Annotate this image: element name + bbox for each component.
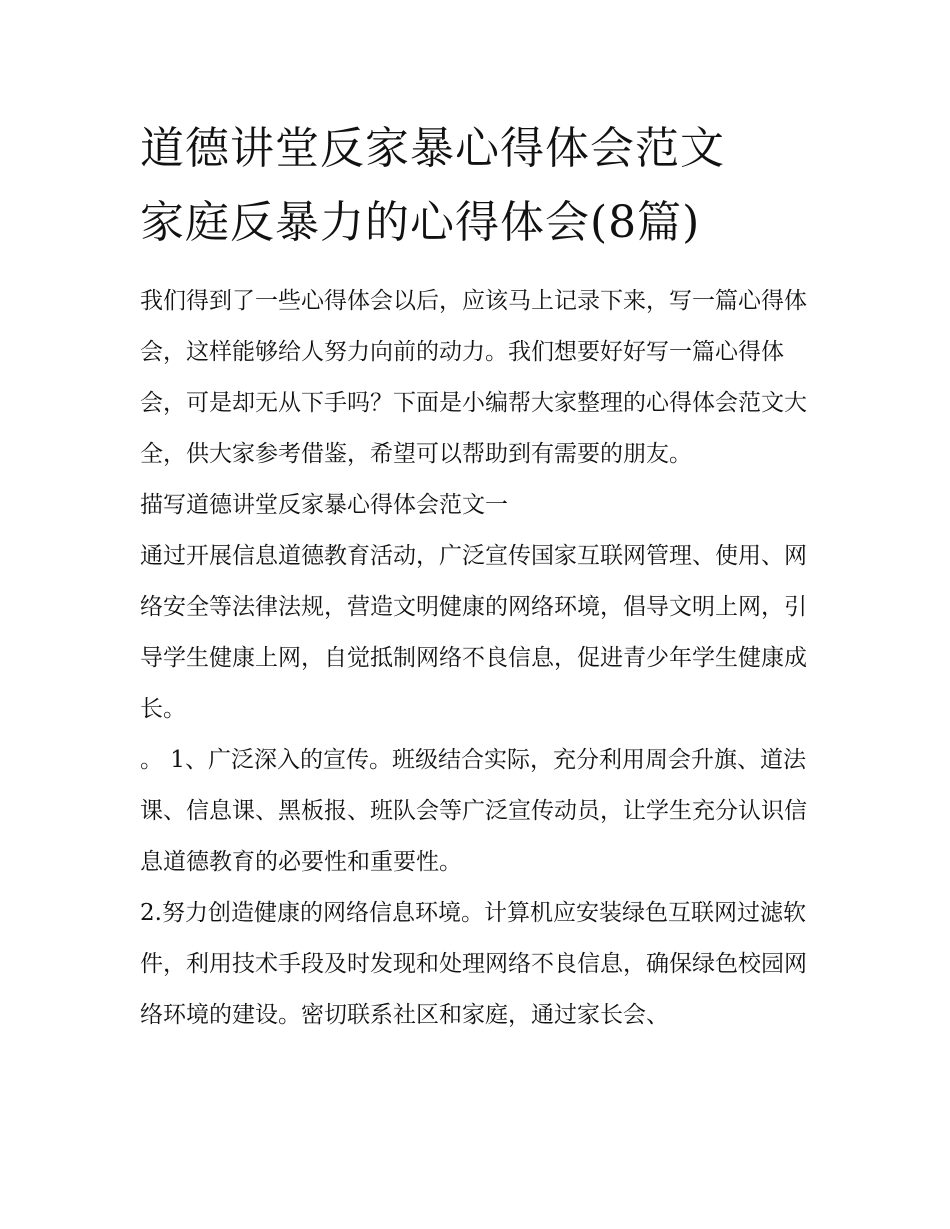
- list-item-1: 。 1、广泛深入的宣传。班级结合实际，充分利用周会升旗、道法课、信息课、黑板报、班队会等广泛宣传动员，让学生充分认识信息道德教育的必要性和重要性。: [140, 747, 807, 875]
- body-paragraph: 通过开展信息道德教育活动，广泛宣传国家互联网管理、使用、网络安全等法律法规，营造文明健康的网络环境，倡导文明上网，引导学生健康上网，自觉抵制网络不良信息，促进青少年学生健康成长。: [140, 543, 807, 722]
- document-body: [140, 276, 820, 1041]
- intro-paragraph: 我们得到了一些心得体会以后，应该马上记录下来，写一篇心得体会，这样能够给人努力向前的动力。我们想要好好写一篇心得体会，可是却无从下手吗？下面是小编帮大家整理的心得体会范文大全，供大家参考借鉴，希望可以帮助到有需要的朋友。: [140, 288, 807, 467]
- list-item-2: 2.努力创造健康的网络信息环境。计算机应安装绿色互联网过滤软件，利用技术手段及时发现和处理网络不良信息，确保绿色校园网络环境的建设。密切联系社区和家庭，通过家长会、: [140, 900, 807, 1028]
- title-line-1: 道德讲堂反家暴心得体会范文: [140, 123, 725, 174]
- document-title: [140, 112, 840, 260]
- title-line-2: 家庭反暴力的心得体会(8篇): [140, 197, 701, 248]
- section-heading: 描写道德讲堂反家暴心得体会范文一: [140, 492, 508, 518]
